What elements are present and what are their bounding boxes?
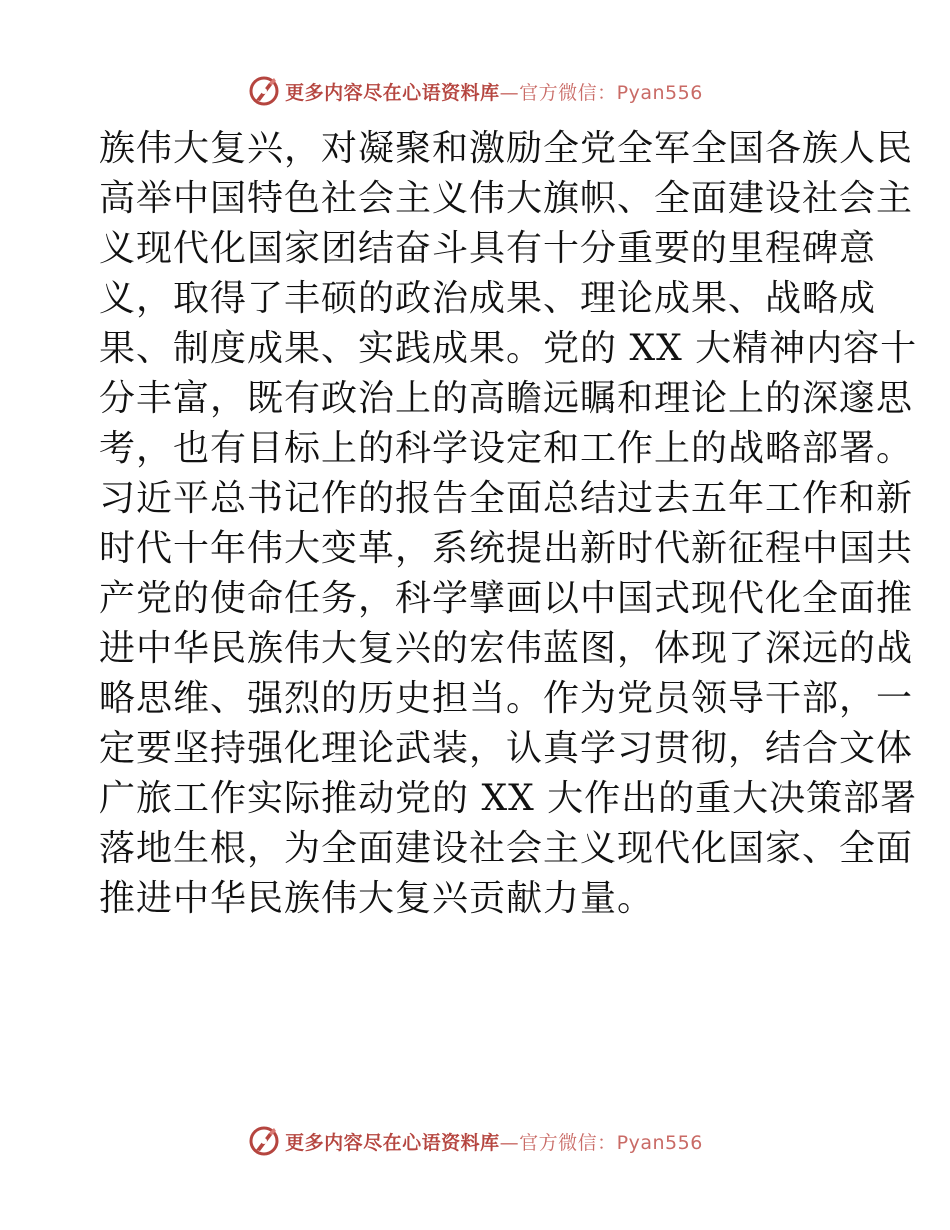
quill-circle-logo-icon	[247, 1124, 281, 1158]
body-line: 族伟大复兴，对凝聚和激励全党全军全国各族人民	[99, 128, 914, 169]
header-text	[285, 78, 703, 105]
body-line: 分丰富，既有政治上的高瞻远瞩和理论上的深邃思	[99, 378, 914, 419]
body-line: 义现代化国家团结奋斗具有十分重要的里程碑意	[99, 228, 877, 269]
body-line: 进中华民族伟大复兴的宏伟蓝图，体现了深远的战	[99, 628, 914, 669]
footer-wechat-text: 官方微信：Pyan556	[519, 1131, 703, 1154]
body-line: 定要坚持强化理论武装，认真学习贯彻，结合文体	[99, 728, 914, 769]
body-line: 推进中华民族伟大复兴贡献力量。	[99, 878, 655, 919]
body-line: 落地生根，为全面建设社会主义现代化国家、全面	[99, 828, 914, 869]
header-site-text: 更多内容尽在心语资料库	[285, 81, 500, 104]
header-dash: —	[499, 81, 520, 104]
body-line: 时代十年伟大变革，系统提出新时代新征程中国共	[99, 528, 914, 569]
footer-dash: —	[499, 1131, 520, 1154]
footer-text	[285, 1128, 703, 1155]
body-line: 义，取得了丰硕的政治成果、理论成果、战略成	[99, 278, 877, 319]
header-banner	[0, 71, 950, 111]
quill-circle-logo-icon	[247, 74, 281, 108]
document-body	[99, 124, 918, 924]
body-line: 广旅工作实际推动党的 XX 大作出的重大决策部署	[99, 778, 918, 819]
body-line: 高举中国特色社会主义伟大旗帜、全面建设社会主	[99, 178, 914, 219]
footer-banner	[0, 1121, 950, 1161]
body-line: 习近平总书记作的报告全面总结过去五年工作和新	[99, 478, 914, 519]
body-line: 产党的使命任务，科学擘画以中国式现代化全面推	[99, 578, 914, 619]
footer-site-text: 更多内容尽在心语资料库	[285, 1131, 500, 1154]
header-wechat-text: 官方微信：Pyan556	[519, 81, 703, 104]
body-line: 考，也有目标上的科学设定和工作上的战略部署。	[99, 428, 914, 469]
body-line: 果、制度成果、实践成果。党的 XX 大精神内容十	[99, 328, 918, 369]
body-line: 略思维、强烈的历史担当。作为党员领导干部，一	[99, 678, 914, 719]
